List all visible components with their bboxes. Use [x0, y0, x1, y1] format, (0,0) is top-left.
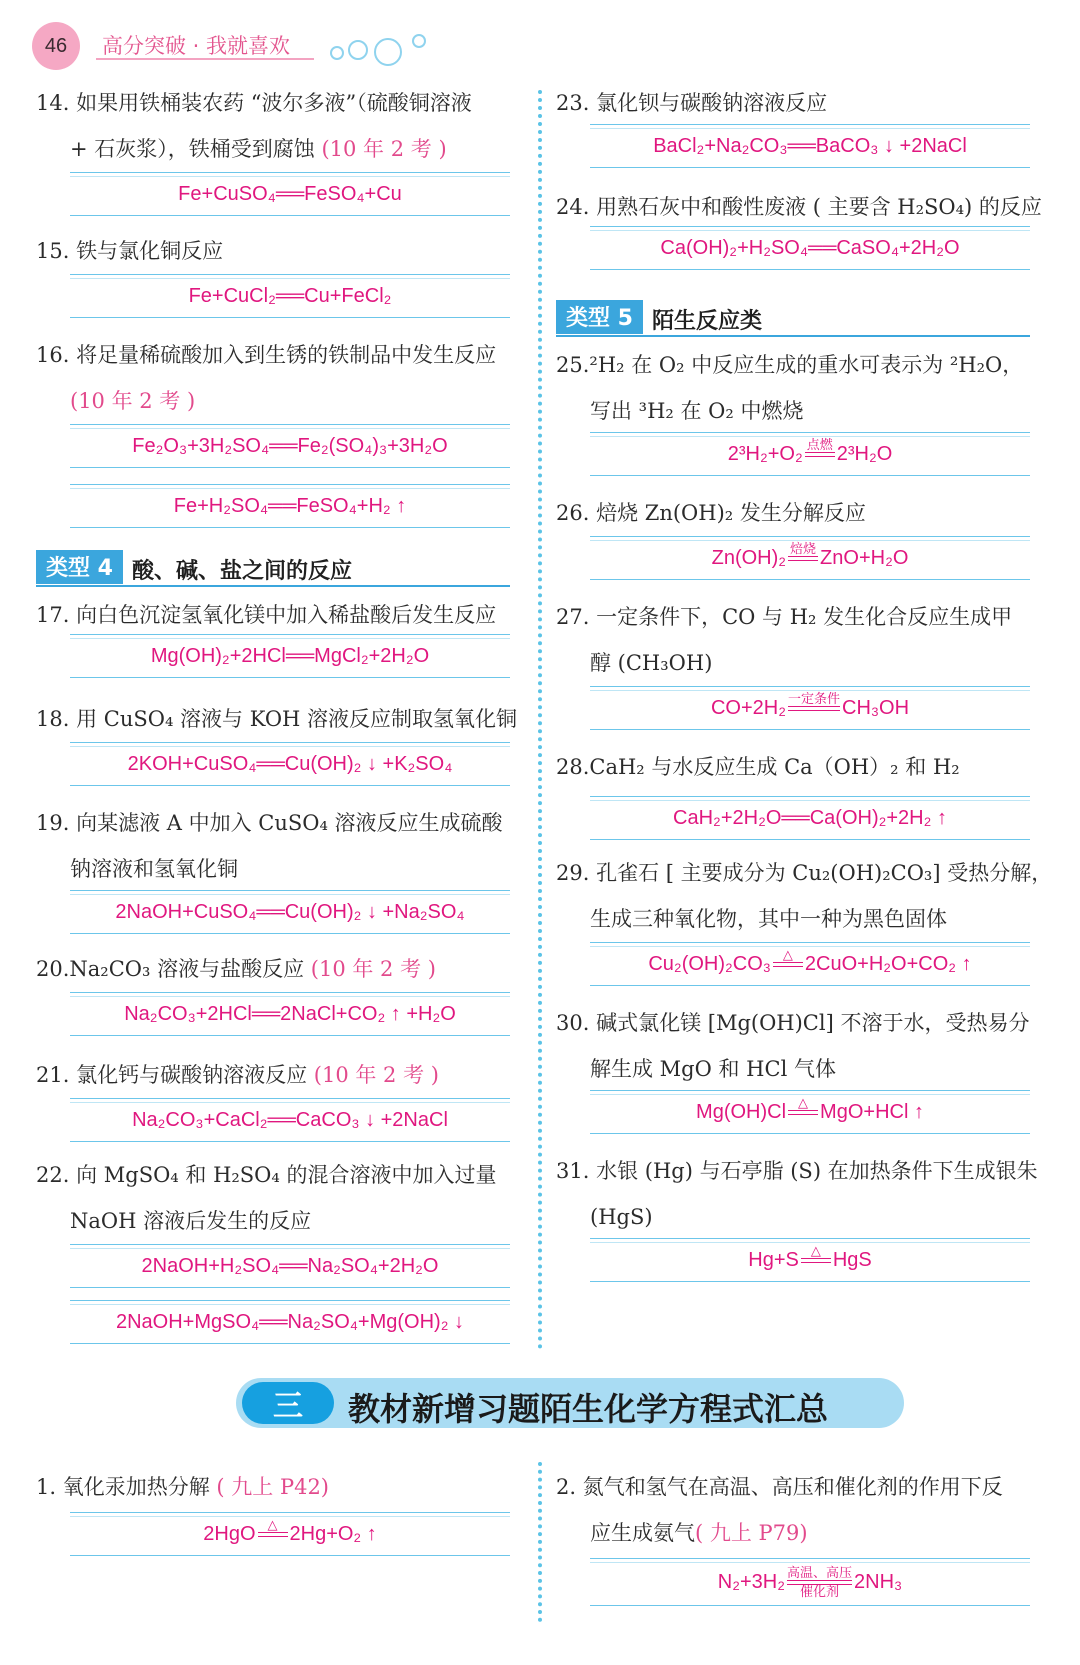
answer-22a: 2NaOH+H₂SO₄══Na₂SO₄+2H₂O: [70, 1244, 510, 1288]
answer-27: CO+2H₂ 一定条件 CH₃OH: [590, 686, 1030, 730]
question-20: 20.Na₂CO₃ 溶液与盐酸反应 (10 年 2 考 ): [36, 957, 436, 981]
answer-14: Fe+CuSO₄══FeSO₄+Cu: [70, 172, 510, 216]
bubble-decoration: [330, 46, 344, 60]
question-17: 17. 向白色沉淀氢氧化镁中加入稀盐酸后发生反应: [36, 603, 497, 627]
type4-badge: 类型 4: [36, 550, 123, 584]
question-26: 26. 焙烧 Zn(OH)₂ 发生分解反应: [556, 501, 866, 525]
question-14-cont: + 石灰浆），铁桶受到腐蚀 (10 年 2 考 ): [70, 137, 447, 161]
reaction-condition: △: [258, 1518, 288, 1551]
question-22-cont: NaOH 溶液后发生的反应: [70, 1209, 312, 1233]
column-divider: [538, 1462, 542, 1622]
column-divider: [538, 90, 542, 1350]
question-25-cont: 写出 ³H₂ 在 O₂ 中燃烧: [590, 399, 804, 423]
answer-16b: Fe+H₂SO₄══FeSO₄+H₂ ↑: [70, 484, 510, 528]
question-22: 22. 向 MgSO₄ 和 H₂SO₄ 的混合溶液中加入过量: [36, 1163, 497, 1187]
question-31-cont: (HgS): [590, 1205, 653, 1229]
answer-15: Fe+CuCl₂══Cu+FeCl₂: [70, 274, 510, 318]
question-18: 18. 用 CuSO₄ 溶液与 KOH 溶液反应制取氢氧化铜: [36, 707, 518, 731]
reaction-condition: 焙烧: [788, 542, 818, 575]
s3-answer-2: N₂+3H₂ 高温、高压 催化剂 2NH₃: [590, 1558, 1030, 1606]
question-31: 31. 水银 (Hg) 与石亭脂 (S) 在加热条件下生成银朱: [556, 1159, 1038, 1183]
answer-17: Mg(OH)₂+2HCl══MgCl₂+2H₂O: [70, 634, 510, 678]
question-28: 28.CaH₂ 与水反应生成 Ca（OH）₂ 和 H₂: [556, 755, 960, 779]
section-number: 三: [242, 1382, 334, 1424]
answer-21: Na₂CO₃+CaCl₂══CaCO₃ ↓ +2NaCl: [70, 1098, 510, 1142]
bubble-decoration: [412, 34, 426, 48]
section-title: 教材新增习题陌生化学方程式汇总: [348, 1390, 829, 1428]
question-16-exam: (10 年 2 考 ): [70, 389, 196, 413]
question-19: 19. 向某滤液 A 中加入 CuSO₄ 溶液反应生成硫酸: [36, 811, 503, 835]
reaction-condition: △: [773, 948, 803, 981]
question-27-cont: 醇 (CH₃OH): [590, 651, 713, 675]
reaction-condition: △: [788, 1096, 818, 1129]
answer-25: 2³H₂+O₂ 点燃 2³H₂O: [590, 432, 1030, 476]
answer-24: Ca(OH)₂+H₂SO₄══CaSO₄+2H₂O: [590, 226, 1030, 270]
bubble-decoration: [374, 38, 402, 66]
answer-16a: Fe₂O₃+3H₂SO₄══Fe₂(SO₄)₃+3H₂O: [70, 424, 510, 468]
type4-title: 酸、碱、盐之间的反应: [132, 559, 353, 584]
question-14: 14. 如果用铁桶装农药 “波尔多液”（硫酸铜溶液: [36, 91, 472, 115]
answer-19: 2NaOH+CuSO₄══Cu(OH)₂ ↓ +Na₂SO₄: [70, 890, 510, 934]
answer-30: Mg(OH)Cl △ MgO+HCl ↑: [590, 1090, 1030, 1134]
question-27: 27. 一定条件下，CO 与 H₂ 发生化合反应生成甲: [556, 605, 1013, 629]
answer-22b: 2NaOH+MgSO₄══Na₂SO₄+Mg(OH)₂ ↓: [70, 1300, 510, 1344]
answer-23: BaCl₂+Na₂CO₃══BaCO₃ ↓ +2NaCl: [590, 124, 1030, 168]
header-rule: [96, 58, 314, 60]
answer-31: Hg+S △ HgS: [590, 1238, 1030, 1282]
question-19-cont: 钠溶液和氢氧化铜: [70, 857, 238, 881]
type4-rule: [36, 585, 510, 587]
s3-question-1: 1. 氧化汞加热分解 ( 九上 P42): [36, 1475, 329, 1499]
reaction-condition: 一定条件: [788, 692, 840, 725]
question-23: 23. 氯化钡与碳酸钠溶液反应: [556, 91, 828, 115]
reaction-condition: 点燃: [805, 438, 835, 471]
question-16: 16. 将足量稀硫酸加入到生锈的铁制品中发生反应: [36, 343, 497, 367]
reaction-condition: △: [801, 1244, 831, 1277]
page-number: 46: [32, 22, 80, 70]
answer-28: CaH₂+2H₂O══Ca(OH)₂+2H₂ ↑: [590, 796, 1030, 840]
answer-26: Zn(OH)₂ 焙烧 ZnO+H₂O: [590, 536, 1030, 580]
type5-badge: 类型 5: [556, 300, 643, 334]
type5-rule: [556, 335, 1030, 337]
question-25: 25.²H₂ 在 O₂ 中反应生成的重水可表示为 ²H₂O，: [556, 353, 1024, 377]
question-15: 15. 铁与氯化铜反应: [36, 239, 224, 263]
s3-answer-1: 2HgO △ 2Hg+O₂ ↑: [70, 1512, 510, 1556]
answer-18: 2KOH+CuSO₄══Cu(OH)₂ ↓ +K₂SO₄: [70, 742, 510, 786]
question-29-cont: 生成三种氧化物，其中一种为黑色固体: [590, 907, 947, 931]
question-30-cont: 解生成 MgO 和 HCl 气体: [590, 1057, 836, 1081]
question-30: 30. 碱式氯化镁 [Mg(OH)Cl] 不溶于水，受热易分: [556, 1011, 1030, 1035]
bubble-decoration: [348, 40, 368, 60]
header-title: 高分突破 · 我就喜欢: [102, 34, 291, 58]
type5-title: 陌生反应类: [652, 309, 763, 334]
question-29: 29. 孔雀石 [ 主要成分为 Cu₂(OH)₂CO₃] 受热分解，: [556, 861, 1053, 885]
s3-question-2-cont: 应生成氨气( 九上 P79): [590, 1521, 808, 1545]
question-21: 21. 氯化钙与碳酸钠溶液反应 (10 年 2 考 ): [36, 1063, 439, 1087]
s3-question-2: 2. 氮气和氢气在高温、高压和催化剂的作用下反: [556, 1475, 1003, 1499]
question-24: 24. 用熟石灰中和酸性废液 ( 主要含 H₂SO₄) 的反应: [556, 195, 1042, 219]
answer-20: Na₂CO₃+2HCl══2NaCl+CO₂ ↑ +H₂O: [70, 992, 510, 1036]
reaction-condition: 高温、高压 催化剂: [787, 1564, 853, 1599]
answer-29: Cu₂(OH)₂CO₃ △ 2CuO+H₂O+CO₂ ↑: [590, 942, 1030, 986]
